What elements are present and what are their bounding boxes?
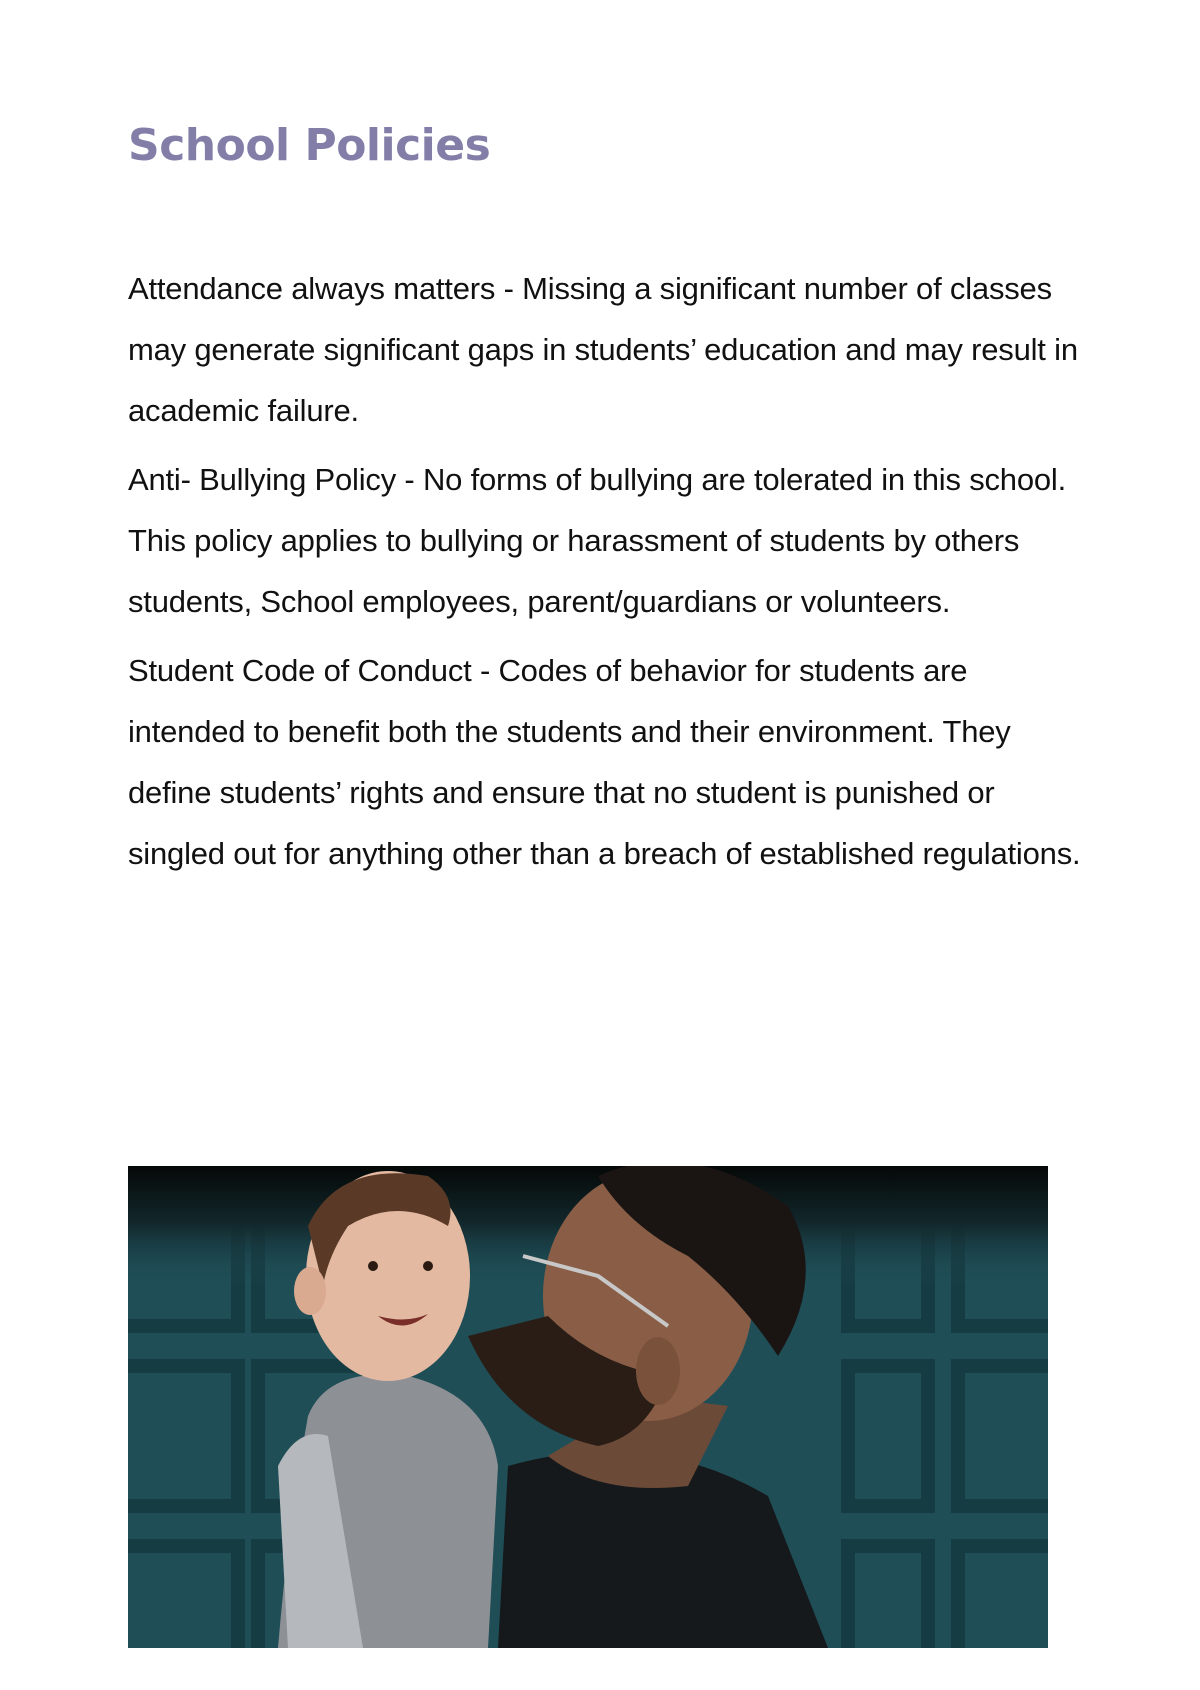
page-title: School Policies [128, 120, 491, 171]
policies-body [128, 258, 1088, 892]
father-and-child-photo [128, 1166, 1048, 1648]
photo-illustration [128, 1166, 1048, 1648]
code-of-conduct-paragraph: Student Code of Conduct - Codes of behavior for students are intended to benefit both the students and their environment. They define students’ rights and ensure that no student is punished or singled out for anything other than a breach of established regulations. [128, 653, 1081, 871]
attendance-policy-paragraph: Attendance always matters - Missing a significant number of classes may generate significant gaps in students’ education and may result in academic failure. [128, 271, 1078, 428]
anti-bullying-policy-paragraph: Anti- Bullying Policy - No forms of bullying are tolerated in this school. This policy applies to bullying or harassment of students by others students, School employees, parent/guardians or volunteers. [128, 462, 1067, 619]
